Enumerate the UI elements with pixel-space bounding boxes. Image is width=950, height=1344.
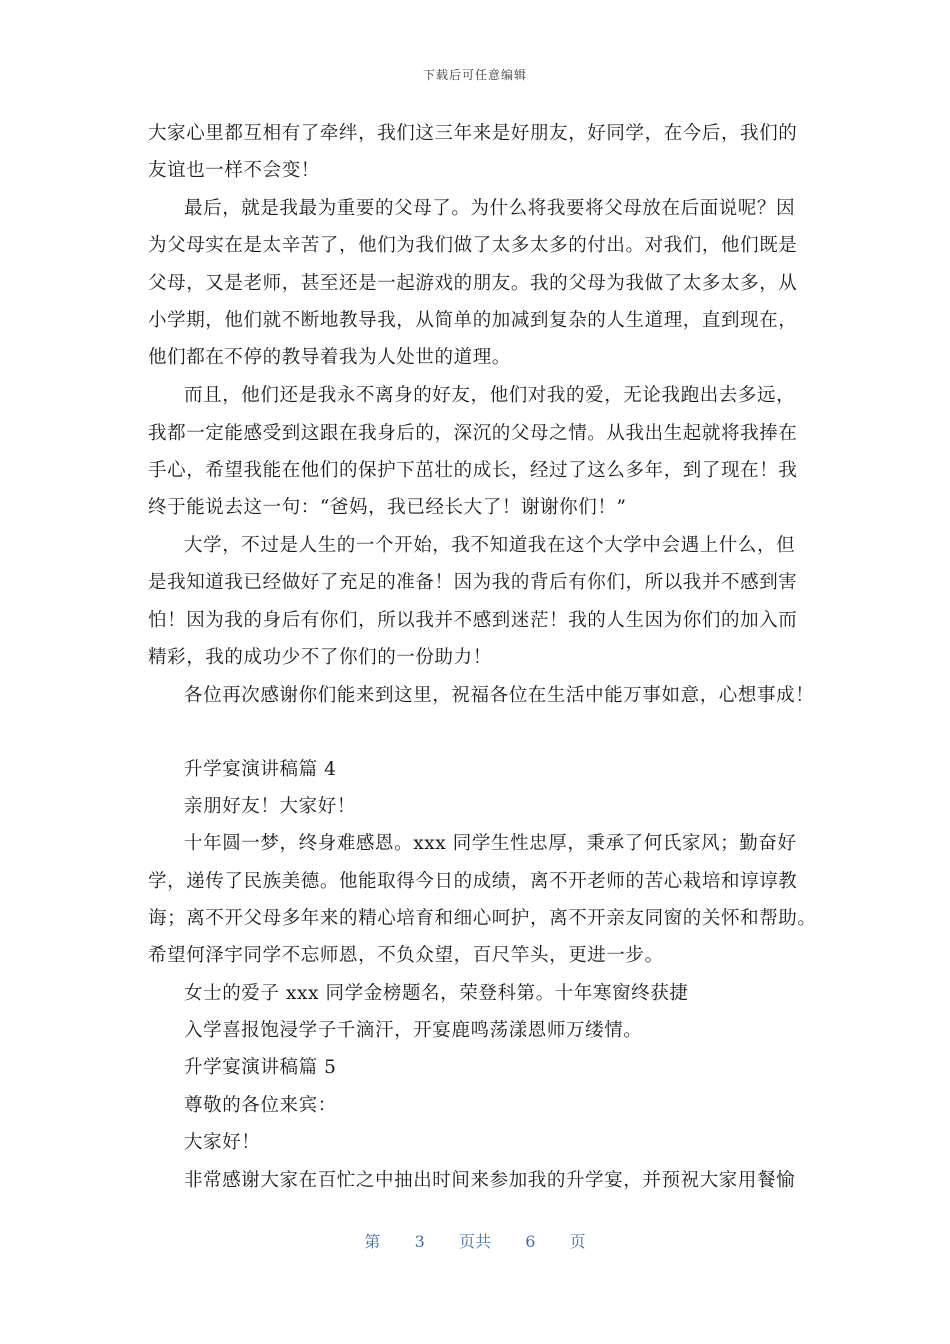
body-line: 而且，他们还是我永不离身的好友，他们对我的爱，无论我跑出去多远，	[184, 385, 796, 406]
body-line: 最后，就是我最为重要的父母了。为什么将我要将父母放在后面说呢？因	[184, 198, 796, 219]
footer-page-label: 第	[364, 1232, 381, 1251]
footer-current-page: 3	[414, 1232, 425, 1251]
body-line: 各位再次感谢你们能来到这里，祝福各位在生活中能万事如意，心想事成！	[184, 685, 815, 706]
body-line: 为父母实在是太辛苦了，他们为我们做了太多太多的付出。对我们，他们既是	[148, 235, 798, 256]
body-line: 尊敬的各位来宾：	[184, 1095, 337, 1116]
body-line: 我都一定能感受到这跟在我身后的，深沉的父母之情。从我出生起就将我捧在	[148, 423, 798, 444]
body-line: 女士的爱子 xxx 同学金榜题名，荣登科第。十年寒窗终获捷	[184, 983, 689, 1004]
body-line: 他们都在不停的教导着我为人处世的道理。	[148, 347, 511, 368]
body-line: 怕！因为我的身后有你们，所以我并不感到迷茫！我的人生因为你们的加入而	[148, 610, 798, 631]
body-line: 大家心里都互相有了牵绊，我们这三年来是好朋友，好同学，在今后，我们的	[148, 123, 798, 144]
page-header-note: 下载后可任意编辑	[422, 68, 527, 82]
body-line: 十年圆一梦，终身难感恩。xxx 同学生性忠厚，秉承了何氏家风；勤奋好	[184, 833, 797, 854]
body-line: 诲；离不开父母多年来的精心培育和细心呵护，离不开亲友同窗的关怀和帮助。	[148, 908, 817, 929]
body-line: 终于能说去这一句：“爸妈，我已经长大了！谢谢你们！”	[148, 497, 627, 518]
body-line: 非常感谢大家在百忙之中抽出时间来参加我的升学宴，并预祝大家用餐愉	[184, 1170, 796, 1191]
body-line: 精彩，我的成功少不了你们的一份助力！	[148, 647, 492, 668]
body-line: 大家好！	[184, 1132, 261, 1153]
body-line: 希望何泽宇同学不忘师恩，不负众望，百尺竿头，更进一步。	[148, 945, 664, 966]
body-line: 学，递传了民族美德。他能取得今日的成绩，离不开老师的苦心栽培和谆谆教	[148, 871, 798, 892]
footer-total-prefix: 页共	[458, 1232, 491, 1251]
body-line: 亲朋好友！大家好！	[184, 796, 356, 817]
body-line: 入学喜报饱浸学子千滴汗，开宴鹿鸣荡漾恩师万缕情。	[184, 1020, 643, 1041]
section-title: 升学宴演讲稿篇 4	[184, 759, 337, 780]
body-line: 大学，不过是人生的一个开始，我不知道我在这个大学中会遇上什么，但	[184, 535, 796, 556]
footer-total-pages: 6	[525, 1232, 536, 1251]
body-line: 友谊也一样不会变！	[148, 160, 320, 181]
section-title: 升学宴演讲稿篇 5	[184, 1057, 337, 1078]
body-line: 是我知道我已经做好了充足的准备！因为我的背后有你们，所以我并不感到害	[148, 572, 798, 593]
body-line: 父母，又是老师，甚至还是一起游戏的朋友。我的父母为我做了太多太多，从	[148, 273, 798, 294]
page-footer	[0, 1229, 950, 1252]
body-line: 小学期，他们就不断地教导我，从简单的加减到复杂的人生道理，直到现在，	[148, 310, 798, 331]
body-line: 手心，希望我能在他们的保护下茁壮的成长，经过了这么多年，到了现在！我	[148, 460, 798, 481]
footer-total-suffix: 页	[569, 1232, 586, 1251]
